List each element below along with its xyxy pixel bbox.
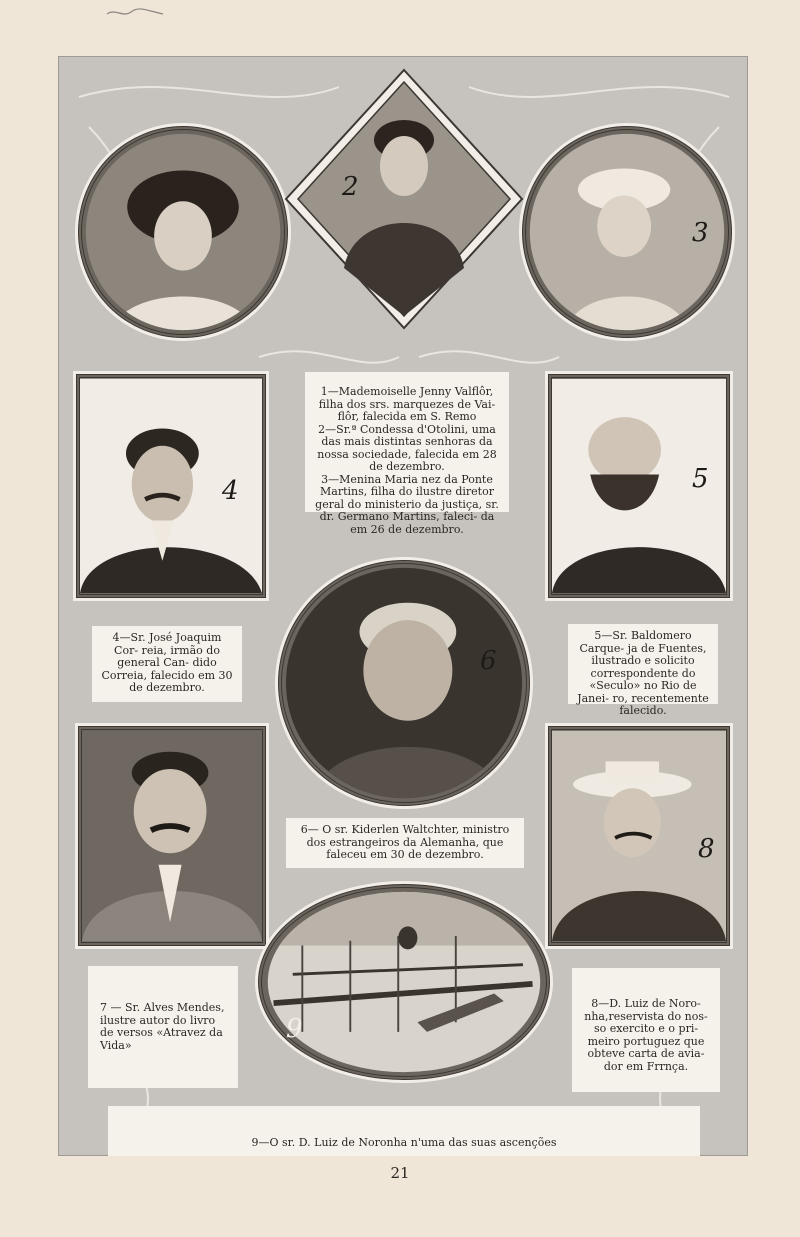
caption-3: 3—Menina Maria nez da Ponte Martins, filha do ilustre diretor geral do ministerio da justiça, sr. dr. Germano Martins, faleci- da em 26 de dezembro.	[315, 472, 499, 536]
caption-8: 8—D. Luiz de Noro- nha,reservista do nos- so exercito e o pri- meiro portuguez que obteve carta de avia- dor em Frrnça.	[572, 968, 720, 1092]
photo-number-2: 2	[342, 172, 359, 202]
photo-3-portrait	[522, 126, 732, 338]
caption-photos-1-3	[305, 372, 509, 536]
photo-8-portrait	[548, 726, 730, 946]
portrait-1-image	[82, 130, 284, 334]
caption-1: 1—Mademoiselle Jenny Valflôr, filha dos srs. marquezes de Vai- flôr, falecida em S. Remo	[318, 385, 496, 423]
photo-2-portrait	[284, 68, 524, 330]
photo-number-5: 5	[692, 464, 709, 494]
portrait-7-image	[82, 730, 262, 942]
portrait-6-image	[282, 564, 526, 802]
portrait-2-image	[284, 68, 524, 330]
photo-7-portrait	[78, 726, 266, 946]
photo-number-4: 4	[222, 476, 239, 506]
photo-number-6: 6	[480, 646, 497, 676]
pencil-scribble	[105, 6, 165, 20]
airplane-image	[262, 888, 546, 1076]
caption-2: 2—Sr.ª Condessa d'Otolini, uma das mais distintas senhoras da nossa sociedade, falecida em 28 de dezembro.	[317, 422, 497, 473]
photo-5-portrait	[548, 374, 730, 598]
caption-6: 6— O sr. Kiderlen Waltchter, ministro dos estrangeiros da Alemanha, que faleceu em 30 de dezembro.	[286, 818, 524, 868]
photo-4-portrait	[76, 374, 266, 598]
photo-number-9: 9	[286, 1014, 303, 1044]
photo-number-8: 8	[698, 834, 715, 864]
caption-9: 9—O sr. D. Luiz de Noronha n'uma das suas ascenções	[108, 1106, 700, 1156]
photo-1-portrait	[78, 126, 288, 338]
page-number: 21	[390, 1164, 410, 1182]
caption-4: 4—Sr. José Joaquim Cor- reia, irmão do general Can- dido Correia, falecido em 30 de dezembro.	[92, 626, 242, 702]
caption-5: 5—Sr. Baldomero Carque- ja de Fuentes, ilustrado e solicito correspondente do «Seculo» no Rio de Janei- ro, recentemente falecido.	[568, 624, 718, 704]
photo-number-3: 3	[692, 218, 709, 248]
caption-7: 7 — Sr. Alves Mendes, ilustre autor do livro de versos «Atravez da Vida»	[88, 966, 238, 1088]
photo-9-airplane	[258, 884, 550, 1080]
photo-6-portrait	[278, 560, 530, 806]
